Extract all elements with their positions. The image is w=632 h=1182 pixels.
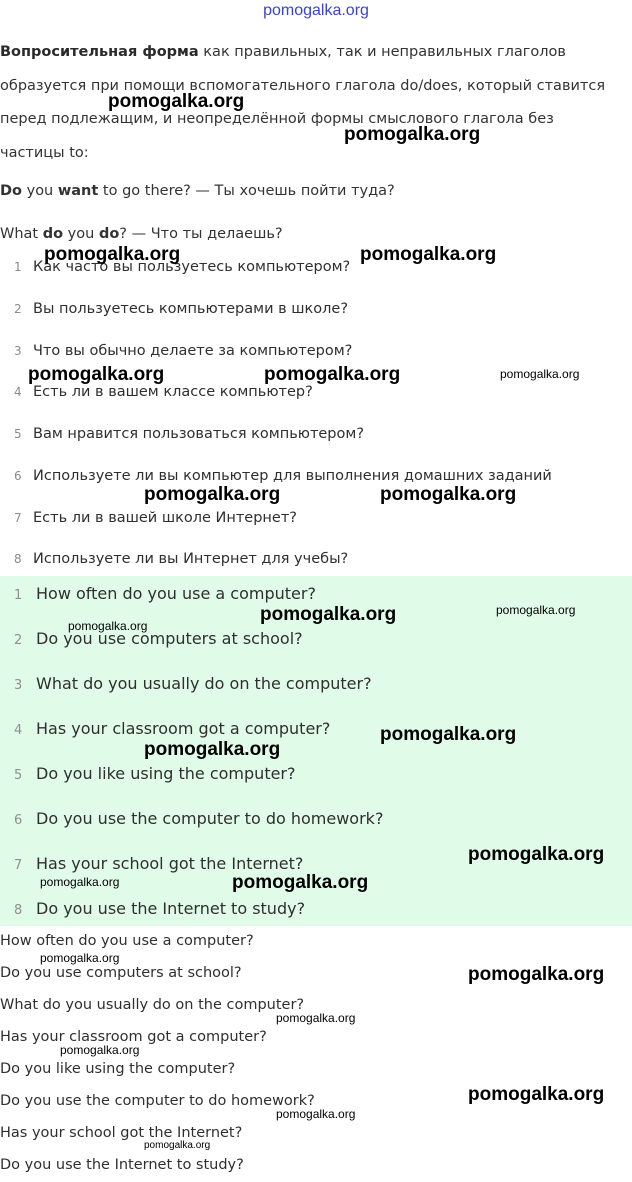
answer-line-8: Do you use the Internet to study?	[0, 1157, 244, 1173]
example-text: ? — Что ты делаешь?	[119, 226, 283, 242]
ru-question-8	[14, 551, 348, 567]
watermark: pomogalka.org	[108, 91, 245, 112]
list-number: 1	[14, 260, 22, 274]
answer-line-7: Has your school got the Internet?	[0, 1125, 243, 1141]
ru-question-text: Есть ли в вашем классе компьютер?	[33, 384, 313, 400]
list-number: 6	[14, 813, 23, 828]
ru-question-1	[14, 259, 350, 275]
example-text: you	[63, 226, 99, 242]
watermark: pomogalka.org	[44, 244, 181, 265]
example-do: Do	[0, 183, 22, 199]
watermark: pomogalka.org	[28, 364, 165, 385]
watermark: pomogalka.org	[60, 1043, 140, 1057]
en-question-6	[14, 809, 383, 828]
watermark: pomogalka.org	[276, 1107, 356, 1121]
list-number: 7	[14, 511, 22, 525]
en-question-text: Has your school got the Internet?	[36, 854, 304, 873]
ru-question-7	[14, 510, 297, 526]
list-number: 3	[14, 678, 23, 693]
answer-line-2: Do you use computers at school?	[0, 965, 242, 981]
example-do: do	[42, 226, 64, 242]
answer-line-6: Do you use the computer to do homework?	[0, 1093, 315, 1109]
en-question-text: Has your classroom got a computer?	[36, 719, 331, 738]
ru-question-text: Вы пользуетесь компьютерами в школе?	[33, 301, 349, 317]
list-number: 7	[14, 858, 23, 873]
ru-question-text: Вам нравится пользоваться компьютером?	[33, 426, 365, 442]
example-do: do	[98, 226, 120, 242]
example-want	[0, 183, 395, 199]
watermark: pomogalka.org	[380, 484, 517, 505]
ru-question-text: Используете ли вы компьютер для выполнения домашних заданий	[33, 468, 552, 484]
list-number: 4	[14, 385, 22, 399]
en-question-2	[14, 629, 303, 648]
watermark: pomogalka.org	[264, 364, 401, 385]
example-text: you	[22, 183, 58, 199]
en-question-text: Do you use the computer to do homework?	[36, 809, 384, 828]
answer-line-1: How often do you use a computer?	[0, 933, 254, 949]
ru-question-text: Есть ли в вашей школе Интернет?	[33, 510, 297, 526]
ru-question-2	[14, 301, 348, 317]
en-question-text: Do you use the Internet to study?	[36, 899, 306, 918]
en-question-4	[14, 719, 330, 738]
en-question-7	[14, 854, 303, 873]
watermark: pomogalka.org	[380, 724, 517, 745]
watermark: pomogalka.org	[144, 484, 281, 505]
en-question-text: What do you usually do on the computer?	[36, 674, 372, 693]
watermark: pomogalka.org	[232, 872, 369, 893]
en-question-5	[14, 764, 296, 783]
example-text: to go there? — Ты хочешь пойти туда?	[98, 183, 395, 199]
watermark: pomogalka.org	[40, 951, 120, 965]
watermark: pomogalka.org	[68, 619, 148, 633]
list-number: 8	[14, 903, 23, 918]
list-number: 2	[14, 633, 23, 648]
list-number: 3	[14, 344, 22, 358]
site-header-link[interactable]: pomogalka.org	[263, 2, 369, 19]
list-number: 6	[14, 469, 22, 483]
ru-question-6	[14, 468, 552, 484]
list-number: 8	[14, 552, 22, 566]
watermark: pomogalka.org	[144, 739, 281, 760]
intro-paragraph	[0, 36, 620, 170]
ru-question-text: Что вы обычно делаете за компьютером?	[33, 343, 353, 359]
watermark: pomogalka.org	[468, 964, 605, 985]
watermark: pomogalka.org	[276, 1011, 356, 1025]
list-number: 2	[14, 302, 22, 316]
ru-question-text: Как часто вы пользуетесь компьютером?	[33, 259, 351, 275]
list-number: 5	[14, 768, 23, 783]
watermark: pomogalka.org	[40, 875, 120, 889]
watermark: pomogalka.org	[260, 604, 397, 625]
en-question-text: Do you use computers at school?	[36, 629, 303, 648]
intro-text: как правильных, так и неправильных глаголов образуется при помощи вспомогательного глагола do/does, который ставится перед подлежащим, и неопределённой формы смыслового глагола без частицы to:	[0, 44, 606, 161]
watermark: pomogalka.org	[344, 124, 481, 145]
example-want-word: want	[57, 183, 99, 199]
watermark: pomogalka.org	[496, 603, 576, 617]
watermark: pomogalka.org	[468, 1084, 605, 1105]
watermark: pomogalka.org	[500, 367, 580, 381]
ru-question-text: Используете ли вы Интернет для учебы?	[33, 551, 349, 567]
en-question-1	[14, 584, 316, 603]
answer-line-3: What do you usually do on the computer?	[0, 997, 305, 1013]
watermark: pomogalka.org	[468, 844, 605, 865]
answer-line-4: Has your classroom got a computer?	[0, 1029, 267, 1045]
en-question-text: How often do you use a computer?	[36, 584, 316, 603]
list-number: 1	[14, 588, 23, 603]
en-question-text: Do you like using the computer?	[36, 764, 296, 783]
ru-question-5	[14, 426, 364, 442]
example-text: What	[0, 226, 43, 242]
example-what-do	[0, 226, 283, 242]
list-number: 5	[14, 427, 22, 441]
ru-question-4	[14, 384, 313, 400]
answer-line-5: Do you like using the computer?	[0, 1061, 236, 1077]
en-question-3	[14, 674, 372, 693]
list-number: 4	[14, 723, 23, 738]
intro-bold-lead: Вопросительная форма	[0, 44, 199, 60]
watermark: pomogalka.org	[144, 1140, 211, 1151]
ru-question-3	[14, 343, 352, 359]
watermark: pomogalka.org	[360, 244, 497, 265]
en-question-8	[14, 899, 305, 918]
